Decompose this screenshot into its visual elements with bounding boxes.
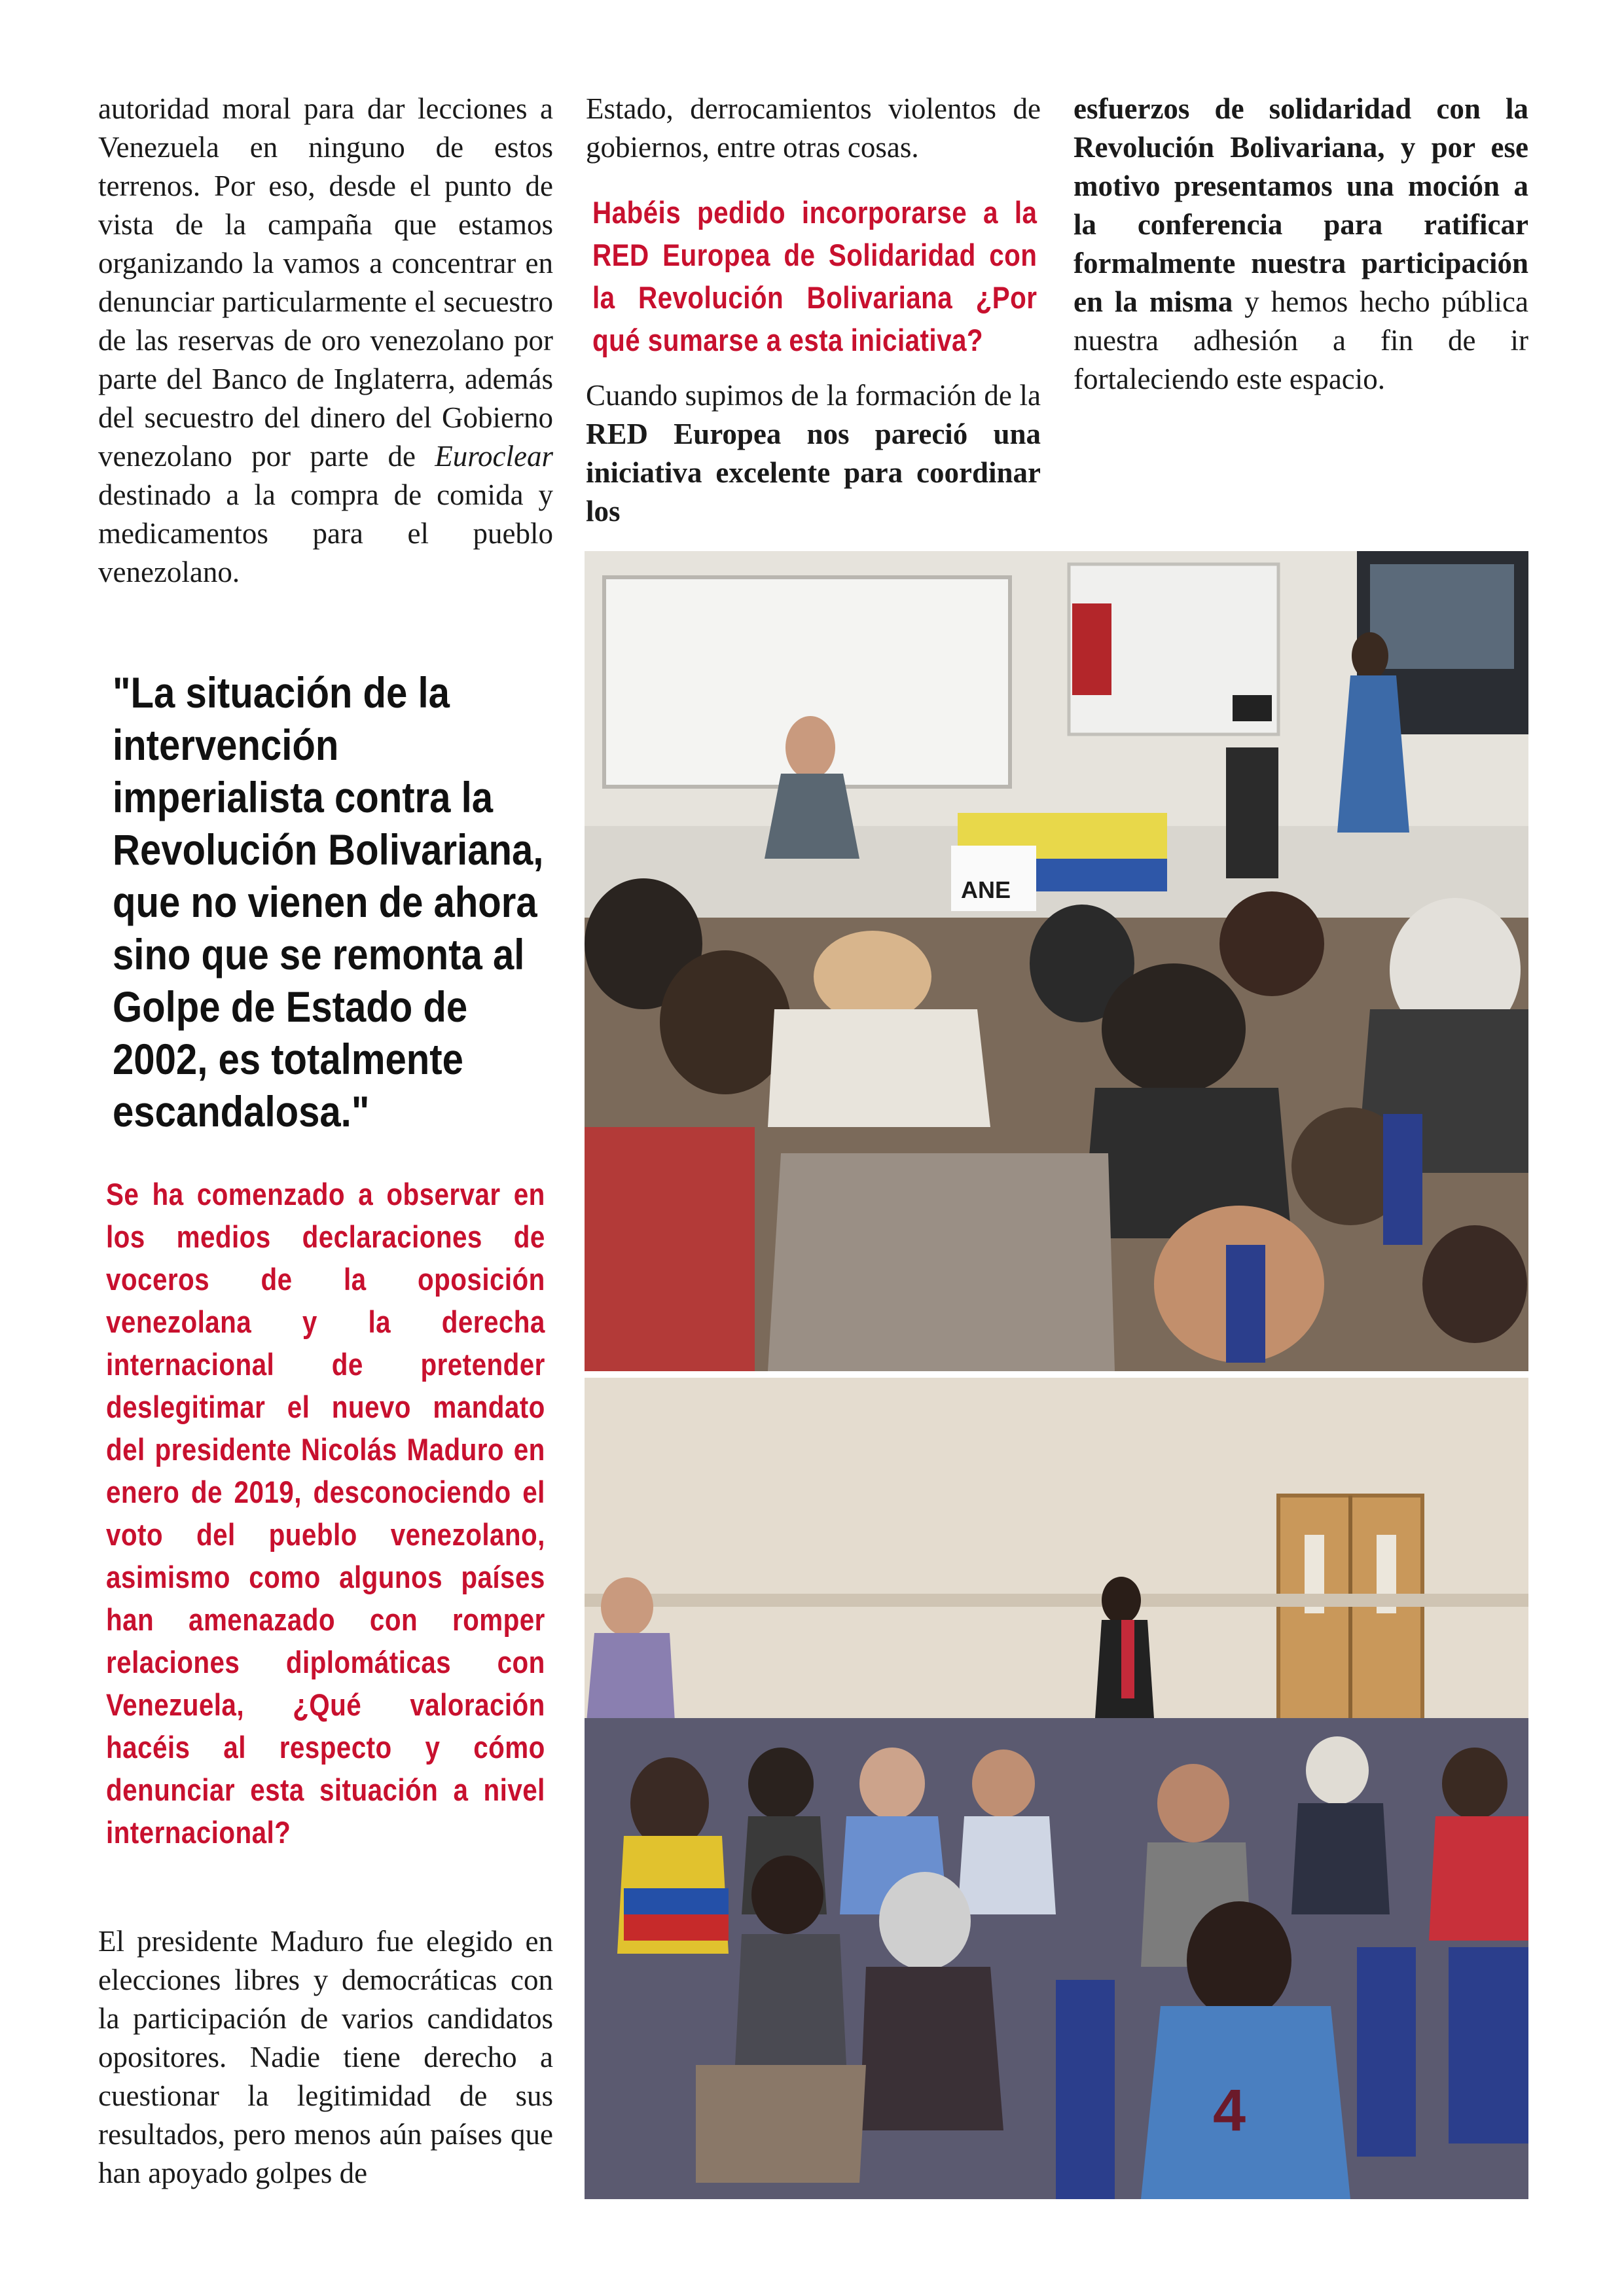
red-europea-bold: RED Europea bbox=[586, 418, 782, 450]
col1-question-box bbox=[106, 1173, 617, 1854]
col2-paragraph-2 bbox=[586, 376, 1041, 531]
column-1 bbox=[98, 90, 553, 592]
col1-paragraph-1 bbox=[98, 90, 553, 592]
col1-paragraph-2: El presidente Maduro fue elegido en elecciones libres y democráticas con la participación de varios candidatos opositores. Nadie tiene derecho a cuestionar la legitimidad de sus resultados, pero menos aún países que han apoyado golpes de bbox=[98, 1925, 553, 2189]
col1-interview-question: Se ha comenzado a observar en los medios declaraciones de voceros de la oposición venezolana y la derecha internacional de pretender deslegitimar el nuevo mandato del presidente Nicolás Maduro en enero de 2019, desconociendo el voto del pueblo venezolano, asimismo como algunos países han amenazado con romper relaciones diplomáticas con Venezuela, ¿Qué valoración hacéis al respecto y cómo denunciar esta situación a nivel internacional? bbox=[106, 1177, 545, 1850]
col2-para2-start: Cuando supimos de la formación de la bbox=[586, 379, 1041, 412]
col3-para-end: y hemos hecho pública nuestra adhesión a fin de ir fortaleciendo este espacio. bbox=[1074, 285, 1528, 395]
col2-interview-question: Habéis pedido incorporarse a la RED Europea de Solidaridad con la Revolución Bolivariana ¿Por qué sumarse a esta iniciativa? bbox=[592, 195, 1038, 357]
column-2 bbox=[586, 90, 1041, 167]
col2-paragraph-1: Estado, derrocamientos violentos de gobiernos, entre otras cosas. bbox=[586, 92, 1041, 164]
pull-quote-box bbox=[113, 666, 610, 1138]
meeting-photo-top bbox=[585, 551, 1528, 1371]
meeting-photo-top-image bbox=[585, 551, 1528, 1371]
col2-para2-bold: nos pareció una iniciativa excelente para coordinar los bbox=[586, 418, 1041, 528]
meeting-photo-bottom bbox=[585, 1378, 1528, 2199]
col2-question-box bbox=[592, 191, 1110, 361]
col3-bold-text: esfuerzos de solidaridad con la Revolución Bolivariana, y por ese motivo presentamos una moción a la conferencia para ratificar formalmente nuestra participación en la misma bbox=[1074, 92, 1528, 318]
meeting-photo-bottom-image bbox=[585, 1378, 1528, 2199]
jersey-number: 4 bbox=[1213, 2078, 1246, 2144]
column-3 bbox=[1074, 90, 1528, 399]
pull-quote: "La situación de la intervención imperialista contra la Revolución Bolivariana, que no vienen de ahora sino que se remonta al Golpe de Estado de 2002, es totalmente escandalosa." bbox=[113, 668, 544, 1136]
banner-text: ANE bbox=[961, 876, 1011, 903]
col1-para1-text: autoridad moral para dar lecciones a Venezuela en ninguno de estos terrenos. Por eso, desde el punto de vista de la campaña que estamos organizando la vamos a concentrar en denunciar particularmente el secuestro de las reservas de oro venezolano por parte del Banco de Inglaterra, además del secuestro del dinero del Gobierno venezolano por parte de bbox=[98, 92, 553, 473]
col1-para1-end: destinado a la compra de comida y medicamentos para el pueblo venezolano. bbox=[98, 478, 553, 588]
col2-answer-box bbox=[586, 376, 1041, 531]
col1-answer-box bbox=[98, 1922, 553, 2193]
col3-paragraph bbox=[1074, 90, 1528, 399]
euroclear-italic: Euroclear bbox=[435, 440, 553, 473]
